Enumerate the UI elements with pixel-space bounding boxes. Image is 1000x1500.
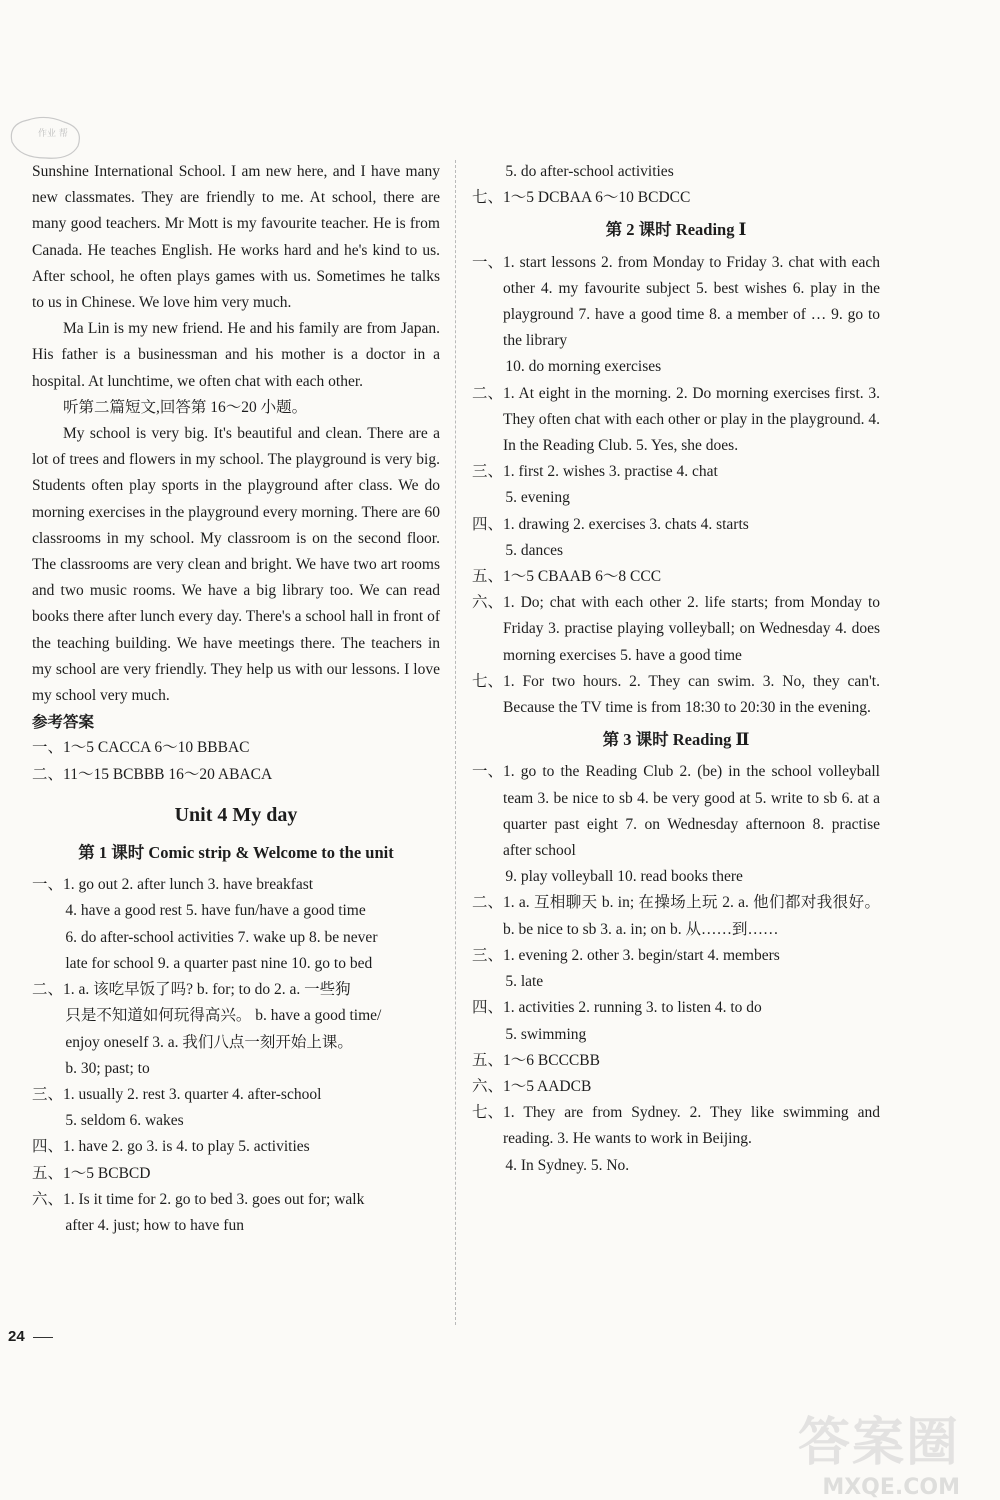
lesson2-item bbox=[472, 381, 880, 460]
item-line: late for school 9. a quarter past nine 10. go to bed bbox=[65, 954, 373, 972]
item-marker: 三、 bbox=[472, 463, 504, 481]
item-text: 1. drawing 2. exercises 3. chats 4. starts bbox=[503, 515, 749, 533]
svg-text:作业 帮: 作业 帮 bbox=[38, 129, 68, 139]
item-line: 1. a. 该吃早饭了吗? b. for; to do 2. a. 一些狗 bbox=[63, 981, 351, 999]
item-line: 只是不知道如何玩得高兴。 b. have a good time/ bbox=[65, 1007, 382, 1025]
item-marker: 一、 bbox=[472, 763, 504, 781]
lesson2-item bbox=[472, 590, 880, 669]
item-extra: 5. swimming bbox=[505, 1025, 587, 1043]
item-extra: 4. In Sydney. 5. No. bbox=[505, 1156, 630, 1174]
item-line: 5. seldom 6. wakes bbox=[65, 1112, 184, 1130]
passage2-text: My school is very big. It's beautiful and clean. There are a lot of trees and flowers in my school. The playground is very big. Students often play sports in the playground after class. We do morning exercises in the playground every morning. There are 60 classrooms in my school. My classroom is on the second floor. The classrooms are very clean and bright. We have two art rooms and two music rooms. We have a big library too. We can read books there after lunch every day. There's a school hall in front of the teaching building. We have meetings there. The teachers in my school are very friendly. They help us with our lessons. I love my school very much. bbox=[32, 425, 440, 705]
item-text: 1. evening 2. other 3. begin/start 4. members bbox=[503, 946, 780, 964]
item-marker: 四、 bbox=[472, 515, 504, 533]
item-extra: 5. dances bbox=[505, 541, 563, 559]
item-line: 1. Is it time for 2. go to bed 3. goes out for; walk bbox=[63, 1190, 365, 1208]
item-text: 1～5 AADCB bbox=[503, 1077, 592, 1095]
left-column bbox=[32, 159, 440, 1239]
item-marker: 七、 bbox=[472, 672, 504, 690]
item-line: b. 30; past; to bbox=[65, 1059, 150, 1077]
item-marker: 七、 bbox=[472, 189, 504, 207]
lesson3-item bbox=[472, 1100, 880, 1152]
answer-text: 1～5 DCBAA 6～10 BCDCC bbox=[503, 189, 691, 207]
answer-row bbox=[472, 185, 880, 211]
lesson1-item bbox=[32, 1161, 440, 1187]
item-marker: 五、 bbox=[472, 1051, 504, 1069]
item-text: 1. They are from Sydney. 2. They like swimming and reading. 3. He wants to work in Beijing. bbox=[503, 1104, 880, 1148]
item-extra: 10. do morning exercises bbox=[505, 358, 662, 376]
column-divider bbox=[455, 160, 456, 1325]
item-extra: 5. late bbox=[505, 973, 544, 991]
lesson2-item bbox=[472, 669, 880, 721]
lesson2-item bbox=[472, 564, 880, 590]
item-extra: 9. play volleyball 10. read books there bbox=[505, 868, 743, 886]
item-line: 1. have 2. go 3. is 4. to play 5. activities bbox=[63, 1138, 310, 1156]
unit-title: Unit 4 My day bbox=[174, 803, 298, 826]
item-marker: 四、 bbox=[32, 1138, 64, 1156]
item-marker: 六、 bbox=[32, 1190, 64, 1208]
answer-row bbox=[32, 735, 440, 761]
item-text: 1. For two hours. 2. They can swim. 3. No, they can't. Because the TV time is from 18:30 to 20:30 in the evening. bbox=[503, 672, 880, 717]
lesson1-item bbox=[32, 872, 440, 898]
lesson3-item bbox=[472, 943, 880, 969]
item-text: 1. activities 2. running 3. to listen 4. to do bbox=[503, 999, 762, 1017]
lesson1-item bbox=[32, 1134, 440, 1160]
item-marker: 一、 bbox=[32, 876, 64, 894]
item-text: 1. go to the Reading Club 2. (be) in the school volleyball team 3. be nice to sb 4. be very good at 5. write to sb 6. at a quarter past eight 7. on Wednesday afternoon 8. practise after school bbox=[503, 763, 880, 860]
lesson1-item bbox=[32, 1187, 440, 1213]
lesson3-item bbox=[472, 890, 880, 942]
lesson3-item bbox=[472, 995, 880, 1021]
answer-row bbox=[32, 762, 440, 788]
passage2-instruction: 听第二篇短文,回答第 16～20 小题。 bbox=[63, 398, 308, 416]
watermark-logo: 答案圈 bbox=[797, 1413, 960, 1473]
item-text: 1. At eight in the morning. 2. Do morning exercises first. 3. They often chat with each other or play in the playground. 4. In the Reading Club. 5. Yes, she does. bbox=[503, 384, 880, 455]
watermark bbox=[798, 1400, 960, 1500]
item-text: 1. first 2. wishes 3. practise 4. chat bbox=[503, 463, 718, 481]
item-marker: 七、 bbox=[472, 1104, 504, 1122]
corner-stamp bbox=[6, 112, 88, 164]
carryover-line: 5. do after-school activities bbox=[505, 163, 674, 180]
item-line: 1～5 BCBCD bbox=[63, 1164, 151, 1182]
item-marker: 五、 bbox=[32, 1164, 64, 1182]
answer-text: 1～5 CACCA 6～10 BBBAC bbox=[63, 739, 250, 757]
answer-marker: 一、 bbox=[32, 739, 64, 757]
item-marker: 三、 bbox=[32, 1085, 64, 1103]
lesson3-item bbox=[472, 759, 880, 864]
lesson1-item bbox=[32, 977, 440, 1003]
item-extra: 5. evening bbox=[505, 489, 570, 507]
lesson3-item bbox=[472, 1074, 880, 1100]
item-marker: 一、 bbox=[472, 253, 504, 271]
answer-marker: 二、 bbox=[32, 765, 64, 783]
item-text: 1. Do; chat with each other 2. life starts; from Monday to Friday 3. practise playing volleyball; on Wednesday 4. does morning exercises 5. have a good time bbox=[503, 594, 880, 664]
item-text: 1～5 CBAAB 6～8 CCC bbox=[503, 568, 662, 586]
item-text: 1. a. 互相聊天 b. in; 在操场上玩 2. a. 他们都对我很好。 b. be nice to sb 3. a. in; on b. 从……到…… bbox=[503, 894, 880, 938]
page-number: 24 bbox=[8, 1328, 53, 1345]
lesson3-title: 第 3 课时 Reading Ⅱ bbox=[602, 730, 750, 750]
item-line: 6. do after-school activities 7. wake up 8. be never bbox=[65, 928, 378, 946]
lesson1-item bbox=[32, 1082, 440, 1108]
item-marker: 二、 bbox=[472, 384, 504, 402]
item-text: 1. start lessons 2. from Monday to Friday 3. chat with each other 4. my favourite subject 5. best wishes 6. play in the playground 7. have a good time 8. a member of … 9. go to the library bbox=[503, 253, 880, 350]
item-line: 1. usually 2. rest 3. quarter 4. after-school bbox=[63, 1085, 322, 1103]
item-text: 1～6 BCCCBB bbox=[503, 1051, 600, 1069]
item-marker: 三、 bbox=[472, 946, 504, 964]
lesson2-item bbox=[472, 250, 880, 355]
item-line: 4. have a good rest 5. have fun/have a good time bbox=[65, 902, 366, 920]
watermark-url: MXQE.COM bbox=[822, 1475, 960, 1500]
lesson1-title: 第 1 课时 Comic strip & Welcome to the unit bbox=[78, 843, 394, 863]
answer-text: 11～15 BCBBB 16～20 ABACA bbox=[63, 765, 273, 783]
item-line: enjoy oneself 3. a. 我们八点一刻开始上课。 bbox=[65, 1033, 353, 1051]
item-marker: 五、 bbox=[472, 568, 504, 586]
lesson2-item bbox=[472, 459, 880, 485]
passage1-paragraph-1: Sunshine International School. I am new here, and I have many new classmates. They are friendly to me. At school, there are many good teachers. Mr Mott is my favourite teacher. He is from Canada. He teaches English. He works hard and he's kind to us. After school, he often plays games with us. Sometimes he talks to us in Chinese. We love him very much. bbox=[32, 163, 440, 312]
lesson3-item bbox=[472, 1048, 880, 1074]
passage1-paragraph-2: Ma Lin is my new friend. He and his family are from Japan. His father is a businessman and his mother is a doctor in a hospital. At lunchtime, we often chat with each other. bbox=[32, 320, 440, 390]
item-marker: 二、 bbox=[472, 894, 504, 912]
answers-heading: 参考答案 bbox=[32, 713, 95, 732]
lesson2-title: 第 2 课时 Reading Ⅰ bbox=[605, 220, 747, 240]
lesson2-item bbox=[472, 512, 880, 538]
item-marker: 六、 bbox=[472, 1077, 504, 1095]
item-marker: 四、 bbox=[472, 999, 504, 1017]
right-column bbox=[472, 159, 880, 1179]
item-marker: 二、 bbox=[32, 981, 64, 999]
item-line: 1. go out 2. after lunch 3. have breakfast bbox=[63, 876, 314, 894]
item-line: after 4. just; how to have fun bbox=[65, 1216, 244, 1234]
item-marker: 六、 bbox=[472, 594, 504, 612]
